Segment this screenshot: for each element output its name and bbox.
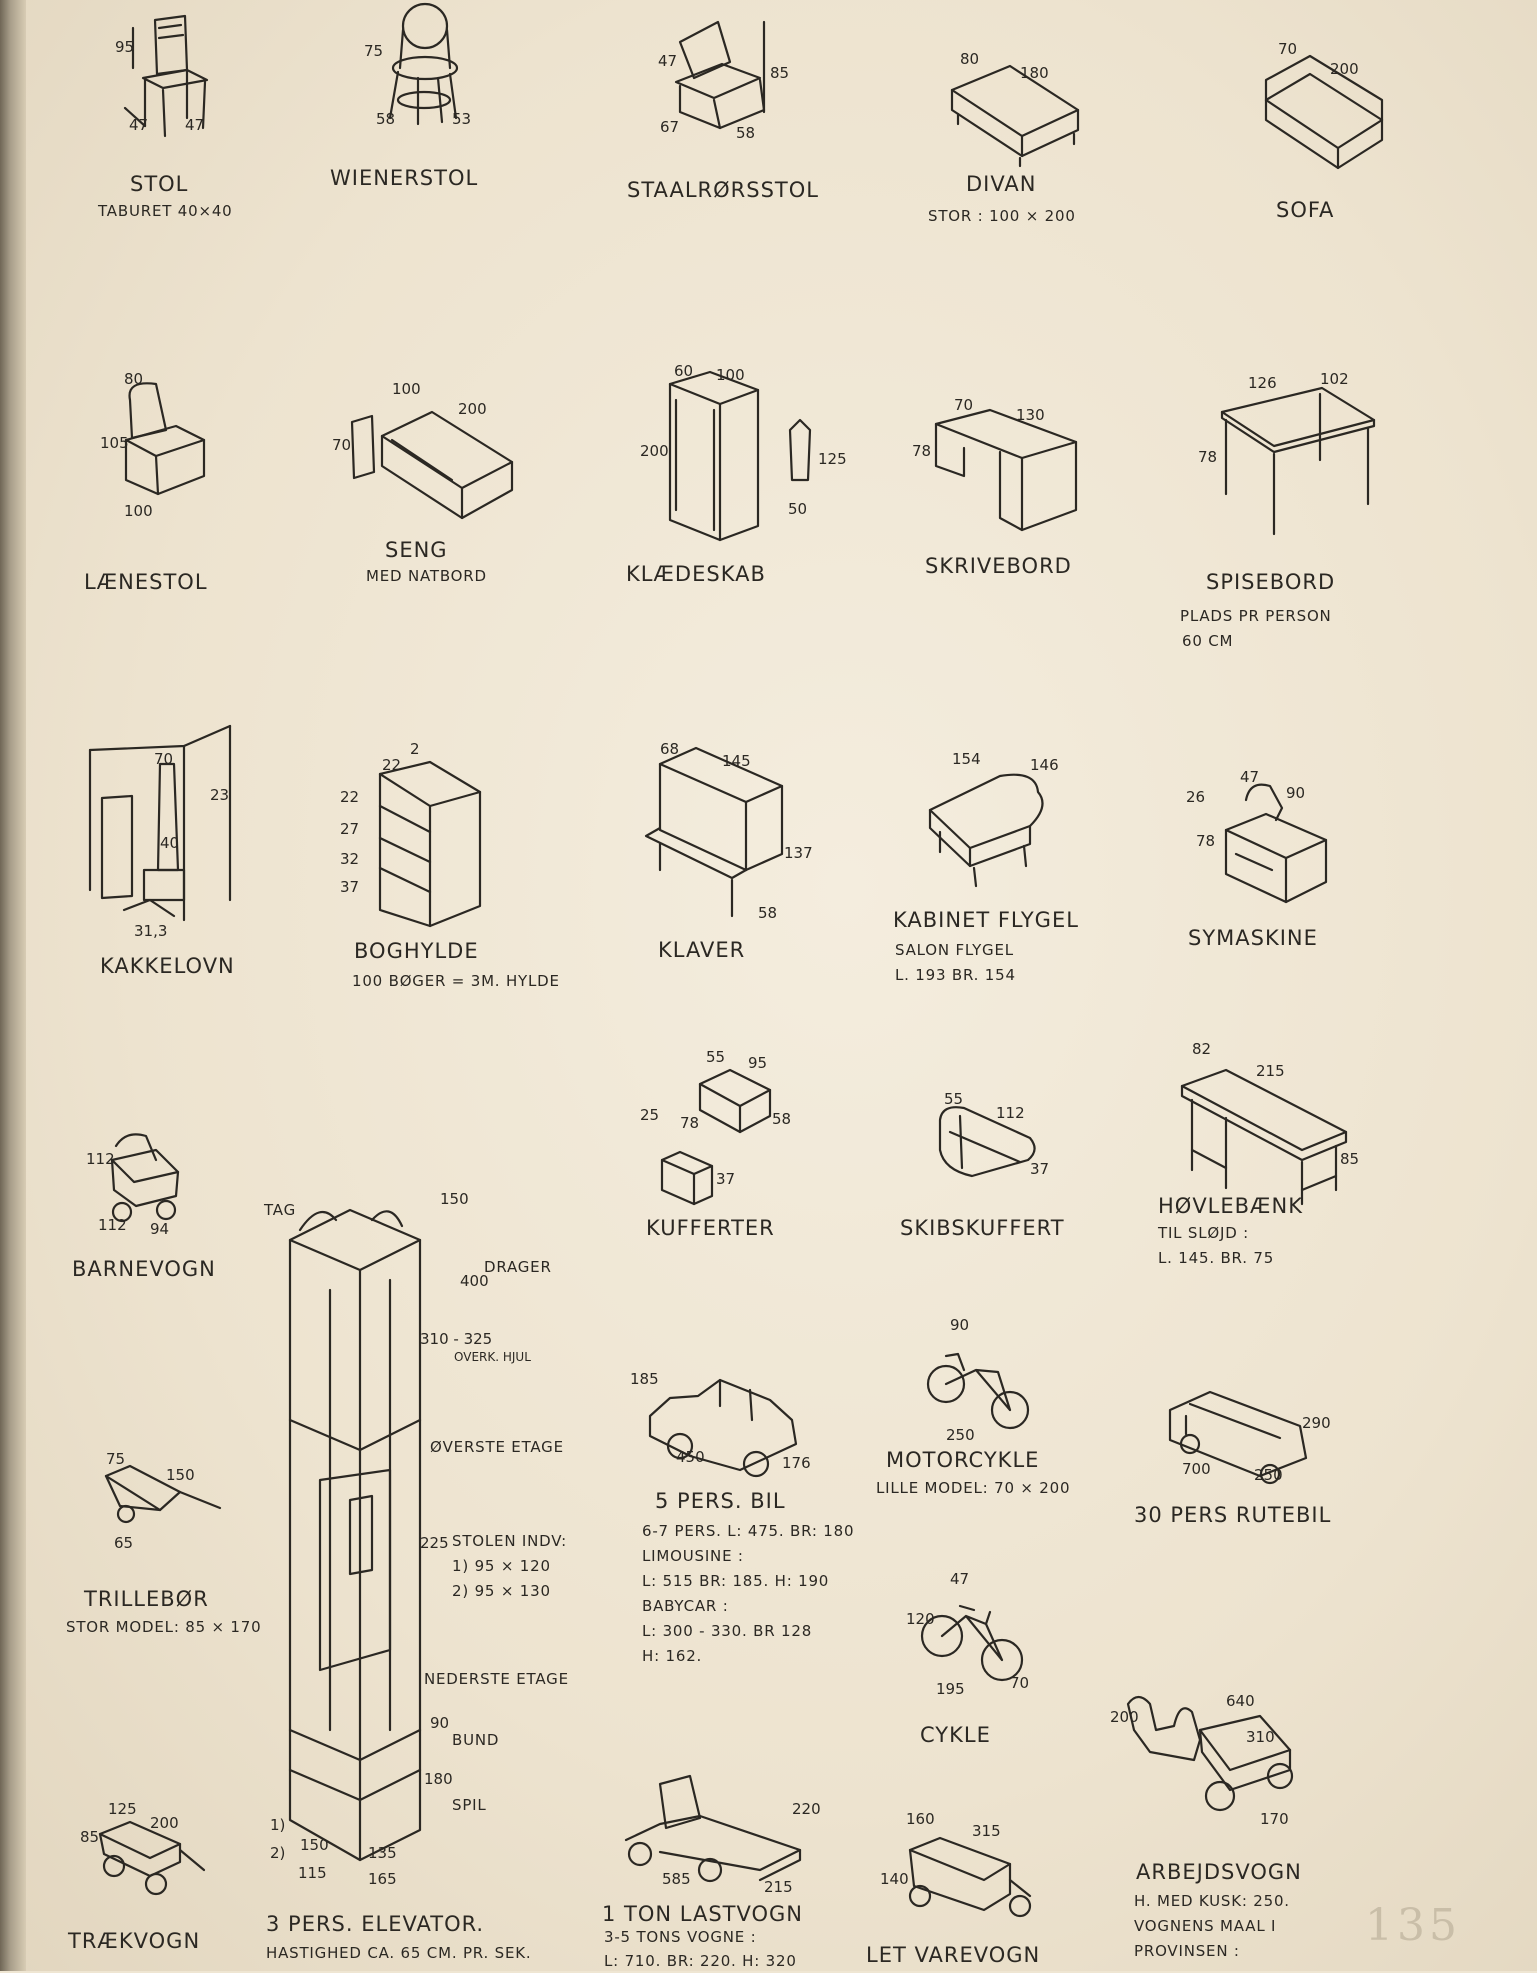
dim-width: 102 bbox=[1320, 370, 1349, 388]
dim-e: 78 bbox=[680, 1114, 700, 1132]
elevator-dim-90: 90 bbox=[430, 1714, 450, 1732]
stol-label: STOL bbox=[130, 172, 189, 196]
dim-depth: 70 bbox=[954, 396, 974, 414]
hovlebaenk-label: HØVLEBÆNK bbox=[1158, 1194, 1303, 1218]
elevator-nederste-etage: NEDERSTE ETAGE bbox=[424, 1670, 569, 1688]
varevogn-drawing bbox=[880, 1810, 1040, 1930]
kabinet-flygel-label: KABINET FLYGEL bbox=[893, 908, 1079, 932]
arbejdsvogn-sub-1: H. MED KUSK: 250. bbox=[1134, 1892, 1290, 1910]
dim-shelf-1: 22 bbox=[340, 788, 360, 806]
symaskine-label: SYMASKINE bbox=[1188, 926, 1318, 950]
elevator-bund: BUND bbox=[452, 1731, 500, 1749]
dim-height: 200 bbox=[640, 442, 669, 460]
elevator-stolen-2: 2) 95 × 130 bbox=[452, 1582, 551, 1600]
dim-length: 200 bbox=[150, 1814, 179, 1832]
lastvogn-sub-2: L: 710. BR: 220. H: 320 bbox=[604, 1952, 797, 1970]
dim-depth: 68 bbox=[660, 740, 680, 758]
dim-b: 112 bbox=[996, 1104, 1025, 1122]
elevator-dim-180: 180 bbox=[424, 1770, 453, 1788]
dim-width: 250 bbox=[1254, 1466, 1283, 1484]
dim-length: 450 bbox=[676, 1448, 705, 1466]
dim-wagon: 310 bbox=[1246, 1728, 1275, 1746]
elevator-stolen-indv: STOLEN INDV: bbox=[452, 1532, 567, 1550]
elevator-dim-115: 115 bbox=[298, 1864, 327, 1882]
wienerstol-drawing bbox=[360, 0, 490, 130]
dim-depth: 100 bbox=[124, 502, 153, 520]
bil-sub-5: L: 300 - 330. BR 128 bbox=[642, 1622, 813, 1640]
dim-d: 25 bbox=[640, 1106, 660, 1124]
rutebil-label: 30 PERS RUTEBIL bbox=[1134, 1503, 1332, 1527]
kakkelovn-label: KAKKELOVN bbox=[100, 954, 235, 978]
dim-width: 80 bbox=[124, 370, 144, 388]
elevator-tag: TAG bbox=[264, 1201, 297, 1219]
dim-c: 37 bbox=[1030, 1160, 1050, 1178]
dim-width: 47 bbox=[185, 116, 205, 134]
dim-coat-length: 125 bbox=[818, 450, 847, 468]
skibskuffert-label: SKIBSKUFFERT bbox=[900, 1216, 1065, 1240]
dim-length: 200 bbox=[458, 400, 487, 418]
hovlebaenk-sub-2: L. 145. BR. 75 bbox=[1158, 1249, 1275, 1267]
lastvogn-sub-1: 3-5 TONS VOGNE : bbox=[604, 1928, 757, 1946]
dim-height: 90 bbox=[950, 1316, 970, 1334]
dim-height: 78 bbox=[1198, 448, 1218, 466]
dim-depth: 58 bbox=[376, 110, 396, 128]
dim-depth: 67 bbox=[660, 118, 680, 136]
bil-drawing bbox=[630, 1340, 810, 1490]
dim-a: 55 bbox=[944, 1090, 964, 1108]
dim-width: 70 bbox=[154, 750, 174, 768]
dim-depth: 47 bbox=[129, 116, 149, 134]
dim-width: 154 bbox=[952, 750, 981, 768]
bil-sub-4: BABYCAR : bbox=[642, 1597, 729, 1615]
bil-sub-3: L: 515 BR: 185. H: 190 bbox=[642, 1572, 830, 1590]
bil-sub-6: H: 162. bbox=[642, 1647, 703, 1665]
dim-b: 95 bbox=[748, 1054, 768, 1072]
boghylde-drawing bbox=[330, 740, 490, 930]
dim-height: 85 bbox=[1340, 1150, 1360, 1168]
spisebord-label: SPISEBORD bbox=[1206, 570, 1336, 594]
dim-height: 70 bbox=[332, 436, 352, 454]
dim-height: 140 bbox=[880, 1870, 909, 1888]
sofa-drawing bbox=[1250, 40, 1400, 180]
dim-width: 215 bbox=[764, 1878, 793, 1896]
dim-height: 137 bbox=[784, 844, 813, 862]
dim-height: 85 bbox=[80, 1828, 100, 1846]
stol-drawing bbox=[115, 8, 225, 143]
sofa-label: SOFA bbox=[1276, 198, 1335, 222]
skrivebord-drawing bbox=[900, 390, 1090, 540]
elevator-dim-150: 150 bbox=[300, 1836, 329, 1854]
symaskine-drawing bbox=[1186, 760, 1346, 910]
divan-sub: STOR : 100 × 200 bbox=[928, 207, 1076, 225]
dim-height: 65 bbox=[114, 1534, 134, 1552]
dim-height: 220 bbox=[792, 1800, 821, 1818]
kabinet-flygel-sub-2: L. 193 BR. 154 bbox=[895, 966, 1016, 984]
dim-width: 82 bbox=[1192, 1040, 1212, 1058]
dim-base: 58 bbox=[758, 904, 778, 922]
klaver-label: KLAVER bbox=[658, 938, 746, 962]
dim-width: 170 bbox=[1260, 1810, 1289, 1828]
lastvogn-label: 1 TON LASTVOGN bbox=[602, 1902, 803, 1926]
dim-length: 250 bbox=[946, 1426, 975, 1444]
trillebor-label: TRILLEBØR bbox=[84, 1587, 209, 1611]
dim-width: 100 bbox=[392, 380, 421, 398]
cykle-drawing bbox=[906, 1570, 1036, 1700]
rutebil-drawing bbox=[1150, 1370, 1330, 1490]
arbejdsvogn-sub-3: PROVINSEN : bbox=[1134, 1942, 1240, 1960]
dim-board: 22 bbox=[382, 756, 402, 774]
elevator-sub: HASTIGHED CA. 65 CM. PR. SEK. bbox=[266, 1944, 532, 1962]
dim-total: 640 bbox=[1226, 1692, 1255, 1710]
spisebord-sub-2: 60 CM bbox=[1182, 632, 1234, 650]
stol-sub: TABURET 40×40 bbox=[98, 202, 233, 220]
barnevogn-label: BARNEVOGN bbox=[72, 1257, 216, 1281]
varevogn-label: LET VAREVOGN bbox=[866, 1943, 1041, 1967]
spisebord-sub-1: PLADS PR PERSON bbox=[1180, 607, 1332, 625]
laenestol-drawing bbox=[96, 370, 216, 520]
dim-length: 180 bbox=[1020, 64, 1049, 82]
dim-area: 31,3 bbox=[134, 922, 168, 940]
dim-length: 195 bbox=[936, 1680, 965, 1698]
elevator-label: 3 PERS. ELEVATOR. bbox=[266, 1912, 485, 1936]
dim-width: 145 bbox=[722, 752, 751, 770]
dim-width: 53 bbox=[452, 110, 472, 128]
klaver-drawing bbox=[640, 740, 813, 930]
dim-height: 85 bbox=[770, 64, 790, 82]
skibskuffert-drawing bbox=[920, 1080, 1060, 1200]
arbejdsvogn-label: ARBEJDSVOGN bbox=[1136, 1860, 1302, 1884]
divan-label: DIVAN bbox=[966, 172, 1037, 196]
hovlebaenk-sub-1: TIL SLØJD : bbox=[1158, 1224, 1249, 1242]
book-spine bbox=[0, 0, 26, 1971]
dim-width: 100 bbox=[716, 366, 745, 384]
dim-shelf-2: 27 bbox=[340, 820, 360, 838]
bil-label: 5 PERS. BIL bbox=[655, 1489, 786, 1513]
skrivebord-label: SKRIVEBORD bbox=[925, 554, 1072, 578]
elevator-dim-310: 310 - 325 bbox=[420, 1330, 493, 1348]
elevator-dim-2: 2) bbox=[270, 1844, 286, 1862]
klaedeskab-drawing bbox=[640, 360, 847, 550]
dim-width: 160 bbox=[906, 1810, 935, 1828]
traekvogn-drawing bbox=[80, 1800, 210, 1900]
dim-width: 80 bbox=[960, 50, 980, 68]
seng-sub: MED NATBORD bbox=[366, 567, 487, 585]
page-number: 135 bbox=[1365, 1900, 1461, 1951]
dim-shelf-4: 37 bbox=[340, 878, 360, 896]
dim-height: 200 bbox=[1110, 1708, 1139, 1726]
boghylde-label: BOGHYLDE bbox=[354, 939, 479, 963]
cykle-label: CYKLE bbox=[920, 1723, 991, 1747]
staalrorsstol-drawing bbox=[640, 12, 800, 142]
dim-a: 55 bbox=[706, 1048, 726, 1066]
spisebord-drawing bbox=[1196, 364, 1386, 544]
dim-depth: 23 bbox=[210, 786, 230, 804]
dim-length: 112 bbox=[98, 1216, 127, 1234]
kufferter-drawing bbox=[640, 1040, 800, 1210]
dim-width: 125 bbox=[108, 1800, 137, 1818]
dim-height: 78 bbox=[912, 442, 932, 460]
dim-height: 105 bbox=[100, 434, 129, 452]
dim-height: 75 bbox=[364, 42, 384, 60]
elevator-dim-225: 225 bbox=[420, 1534, 449, 1552]
dim-f: 37 bbox=[716, 1170, 736, 1188]
dim-c: 58 bbox=[772, 1110, 792, 1128]
dim-length: 215 bbox=[1256, 1062, 1285, 1080]
elevator-dim-135: 135 bbox=[368, 1844, 397, 1862]
dim-depth: 60 bbox=[674, 362, 694, 380]
trillebor-drawing bbox=[100, 1450, 230, 1560]
dim-height: 78 bbox=[1196, 832, 1216, 850]
bil-sub-2: LIMOUSINE : bbox=[642, 1547, 744, 1565]
dim-length: 146 bbox=[1030, 756, 1059, 774]
traekvogn-label: TRÆKVOGN bbox=[68, 1929, 201, 1953]
dim-c: 90 bbox=[1286, 784, 1306, 802]
dim-coat-width: 50 bbox=[788, 500, 808, 518]
dim-height: 185 bbox=[630, 1370, 659, 1388]
dim-seat: 47 bbox=[658, 52, 678, 70]
laenestol-label: LÆNESTOL bbox=[84, 570, 208, 594]
dim-length: 315 bbox=[972, 1822, 1001, 1840]
dim-height: 290 bbox=[1302, 1414, 1331, 1432]
lastvogn-drawing bbox=[620, 1760, 820, 1900]
elevator-stolen-1: 1) 95 × 120 bbox=[452, 1557, 551, 1575]
dim-height: 120 bbox=[906, 1610, 935, 1628]
bil-sub-1: 6-7 PERS. L: 475. BR: 180 bbox=[642, 1522, 855, 1540]
motorcykle-label: MOTORCYKLE bbox=[886, 1448, 1040, 1472]
boghylde-sub: 100 BØGER = 3M. HYLDE bbox=[352, 972, 560, 990]
dim-a: 26 bbox=[1186, 788, 1206, 806]
dim-b: 47 bbox=[1240, 768, 1260, 786]
elevator-drager: DRAGER bbox=[484, 1258, 552, 1276]
arbejdsvogn-sub-2: VOGNENS MAAL I bbox=[1134, 1917, 1277, 1935]
dim-width: 58 bbox=[736, 124, 756, 142]
klaedeskab-label: KLÆDESKAB bbox=[626, 562, 766, 586]
dim-width: 130 bbox=[1016, 406, 1045, 424]
dim-height: 95 bbox=[115, 38, 135, 56]
dim-bar: 70 bbox=[1010, 1674, 1030, 1692]
dim-width: 94 bbox=[150, 1220, 170, 1238]
dim-width: 47 bbox=[950, 1570, 970, 1588]
dim-length: 150 bbox=[166, 1466, 195, 1484]
dim-length: 126 bbox=[1248, 374, 1277, 392]
elevator-dim-165: 165 bbox=[368, 1870, 397, 1888]
barnevogn-drawing bbox=[86, 1120, 196, 1240]
kufferter-label: KUFFERTER bbox=[646, 1216, 775, 1240]
seng-drawing bbox=[332, 380, 522, 530]
arbejdsvogn-drawing bbox=[1110, 1660, 1300, 1840]
dim-top: 2 bbox=[410, 740, 420, 758]
dim-depth: 70 bbox=[1278, 40, 1298, 58]
elevator-dim-1: 1) bbox=[270, 1816, 286, 1834]
kabinet-flygel-sub-1: SALON FLYGEL bbox=[895, 941, 1014, 959]
elevator-dim-overk: OVERK. HJUL bbox=[454, 1350, 531, 1364]
hovlebaenk-drawing bbox=[1166, 1040, 1366, 1210]
dim-width: 75 bbox=[106, 1450, 126, 1468]
dim-side: 40 bbox=[160, 834, 180, 852]
dim-width: 176 bbox=[782, 1454, 811, 1472]
elevator-spil: SPIL bbox=[452, 1796, 487, 1814]
seng-label: SENG bbox=[385, 538, 448, 562]
dim-length: 200 bbox=[1330, 60, 1359, 78]
elevator-overste-etage: ØVERSTE ETAGE bbox=[430, 1438, 564, 1456]
dim-length: 700 bbox=[1182, 1460, 1211, 1478]
elevator-dim-400: 400 bbox=[460, 1272, 489, 1290]
motorcykle-drawing bbox=[906, 1310, 1056, 1450]
kakkelovn-drawing bbox=[84, 720, 244, 940]
motorcykle-sub: LILLE MODEL: 70 × 200 bbox=[876, 1479, 1071, 1497]
divan-drawing bbox=[940, 40, 1090, 170]
dim-shelf-3: 32 bbox=[340, 850, 360, 868]
kabinet-flygel-drawing bbox=[910, 740, 1090, 890]
staalrorsstol-label: STAALRØRSSTOL bbox=[627, 178, 819, 202]
elevator-dim-top: 150 bbox=[440, 1190, 469, 1208]
dim-height: 112 bbox=[86, 1150, 115, 1168]
trillebor-sub: STOR MODEL: 85 × 170 bbox=[66, 1618, 262, 1636]
wienerstol-label: WIENERSTOL bbox=[330, 166, 479, 190]
dim-length: 585 bbox=[662, 1870, 691, 1888]
